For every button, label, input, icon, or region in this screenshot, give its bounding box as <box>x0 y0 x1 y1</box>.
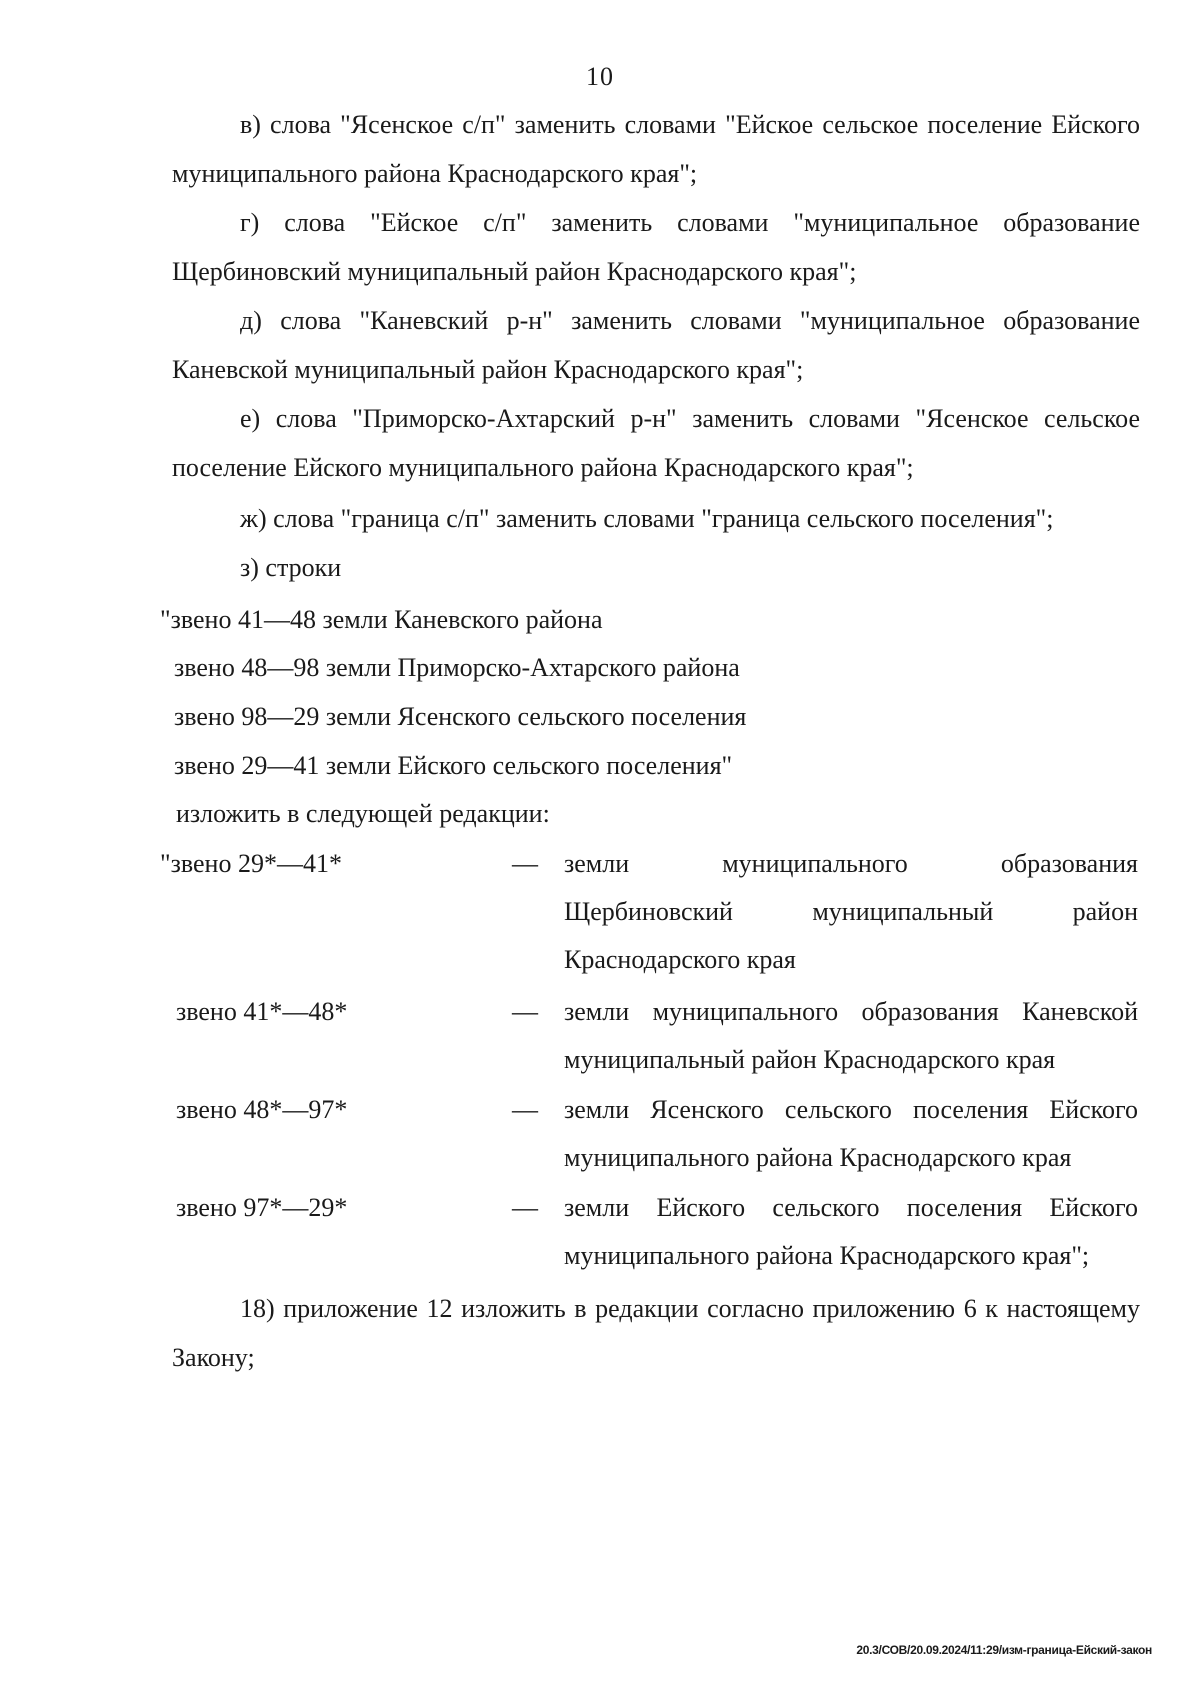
new-row-4-label: звено 97*—29* <box>176 1193 348 1222</box>
paragraph-g: г) слова "Ейское с/п" заменить словами "муниципальное образование Щербиновский муниципальный район Краснодарского края"; <box>172 208 1140 286</box>
paragraph-zh: ж) слова "граница с/п" заменить словами "граница сельского поселения"; <box>240 504 1054 533</box>
new-row-1-text: земли муниципального образования Щербиновский муниципальный район Краснодарского края <box>564 849 1138 974</box>
new-row-4-text: земли Ейского сельского поселения Ейского муниципального района Краснодарского края"; <box>564 1193 1138 1270</box>
paragraph-z: з) строки <box>240 553 342 582</box>
new-row-3-dash: — <box>512 1095 538 1124</box>
new-row-2-dash: — <box>512 997 538 1026</box>
old-line-1: "звено 41—48 земли Каневского района <box>160 605 603 634</box>
new-row-2-label: звено 41*—48* <box>176 997 348 1026</box>
new-row-1-dash: — <box>512 849 538 878</box>
new-row-3-text: земли Ясенского сельского поселения Ейского муниципального района Краснодарского края <box>564 1095 1138 1172</box>
new-row-2-text: земли муниципального образования Каневской муниципальный район Краснодарского края <box>564 997 1138 1074</box>
footer-stamp: 20.3/СОВ/20.09.2024/11:29/изм-граница-Ейский-закон <box>856 1643 1152 1657</box>
old-line-2: звено 48—98 земли Приморско-Ахтарского района <box>174 653 740 682</box>
new-row-3-label: звено 48*—97* <box>176 1095 348 1124</box>
edit-intro: изложить в следующей редакции: <box>176 799 550 828</box>
old-line-3: звено 98—29 земли Ясенского сельского поселения <box>174 702 747 731</box>
paragraph-18: 18) приложение 12 изложить в редакции согласно приложению 6 к настоящему Закону; <box>172 1294 1140 1372</box>
paragraph-d: д) слова "Каневский р-н" заменить словами "муниципальное образование Каневской муниципальный район Краснодарского края"; <box>172 306 1140 384</box>
new-row-4-dash: — <box>512 1193 538 1222</box>
new-row-1-label: "звено 29*—41* <box>160 849 342 878</box>
paragraph-e: е) слова "Приморско-Ахтарский р-н" заменить словами "Ясенское сельское поселение Ейского муниципального района Краснодарского края"; <box>172 404 1140 482</box>
paragraph-v: в) слова "Ясенское с/п" заменить словами "Ейское сельское поселение Ейского муниципального района Краснодарского края"; <box>172 110 1140 188</box>
old-line-4: звено 29—41 земли Ейского сельского поселения" <box>174 751 733 780</box>
page-number: 10 <box>586 62 614 91</box>
